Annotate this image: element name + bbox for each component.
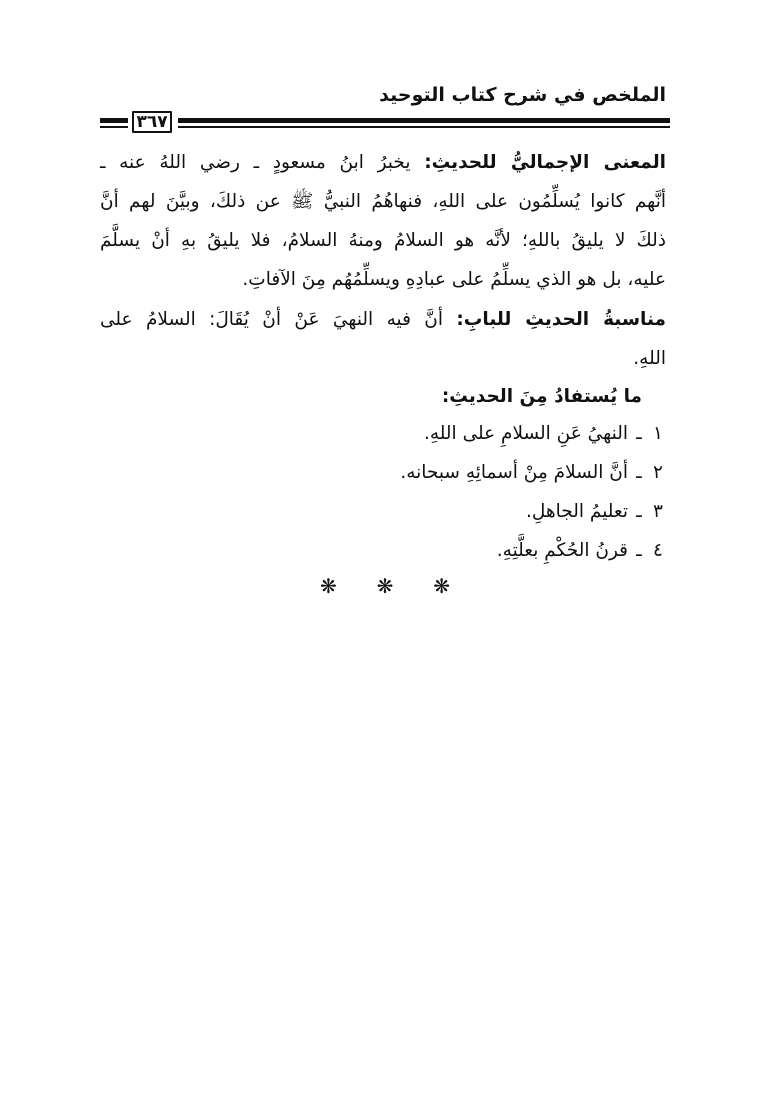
list-item-dash: ـ <box>636 423 642 444</box>
list-item-number: ٢ <box>653 462 663 483</box>
header-rule <box>98 111 670 137</box>
star-ornament-icon: ❋ <box>433 574 450 598</box>
paragraph-line <box>100 143 666 182</box>
list-item-dash: ـ <box>636 540 642 561</box>
paragraph-relevance <box>100 300 666 378</box>
list-item <box>400 492 666 531</box>
star-ornament-icon: ❋ <box>320 574 337 598</box>
paragraph-line: عليه، بل هو الذي يسلِّمُ على عبادِهِ ويسلِّمُهُم مِنَ الآفاتِ. <box>242 269 666 290</box>
list-item-number: ٤ <box>653 540 663 561</box>
header-rule-right-thin <box>178 126 670 128</box>
list-item-number: ٣ <box>653 501 663 522</box>
list-item <box>400 414 666 453</box>
running-title: الملخص في شرح كتاب التوحيد <box>379 84 666 106</box>
paragraph-line: أنَّهم كانوا يُسلِّمُون على اللهِ، فنهاهُمُ النبيُّ ﷺ عن ذلكَ، وبيَّنَ لهم أنَّ <box>100 191 666 212</box>
paragraph-lead: مناسبةُ الحديثِ للبابِ: <box>456 309 666 330</box>
header-rule-left-thin <box>100 126 128 128</box>
list-item-text: أنَّ السلامَ مِنْ أسمائِهِ سبحانه. <box>400 462 628 483</box>
header-rule-right-thick <box>178 118 670 123</box>
list-item-text: النهيُ عَنِ السلامِ على اللهِ. <box>423 423 628 444</box>
star-ornament-icon: ❋ <box>376 574 394 598</box>
list-item-number: ١ <box>653 423 663 444</box>
paragraph-lead: المعنى الإجماليُّ للحديثِ: <box>424 152 666 173</box>
paragraph-line <box>100 300 666 339</box>
section-divider <box>320 574 450 598</box>
list-item-dash: ـ <box>636 501 642 522</box>
benefits-list <box>400 414 666 570</box>
list-item-text: تعليمُ الجاهلِ. <box>526 501 628 522</box>
paragraph-line: ذلكَ لا يليقُ باللهِ؛ لأنَّه هو السلامُ ومنهُ السلامُ، فلا يليقُ بهِ أنْ يسلَّمَ <box>100 230 666 251</box>
paragraph-line-text: أنَّ فيه النهيَ عَنْ أنْ يُقَالَ: السلامُ على <box>100 309 444 330</box>
list-item <box>400 453 666 492</box>
paragraph-line: اللهِ. <box>633 348 666 369</box>
list-item-text: قرنُ الحُكْمِ بعلَّتِهِ. <box>496 540 628 561</box>
list-item-dash: ـ <box>636 462 642 483</box>
benefits-heading: ما يُستفادُ مِنَ الحديثِ: <box>441 386 642 407</box>
paragraph-line-text: يخبرُ ابنُ مسعودٍ ـ رضي اللهُ عنه ـ <box>100 152 411 173</box>
header-rule-left-thick <box>100 118 128 123</box>
paragraph-general-meaning <box>100 143 666 299</box>
page-number: ٣٦٧ <box>132 111 172 133</box>
list-item <box>400 531 666 570</box>
